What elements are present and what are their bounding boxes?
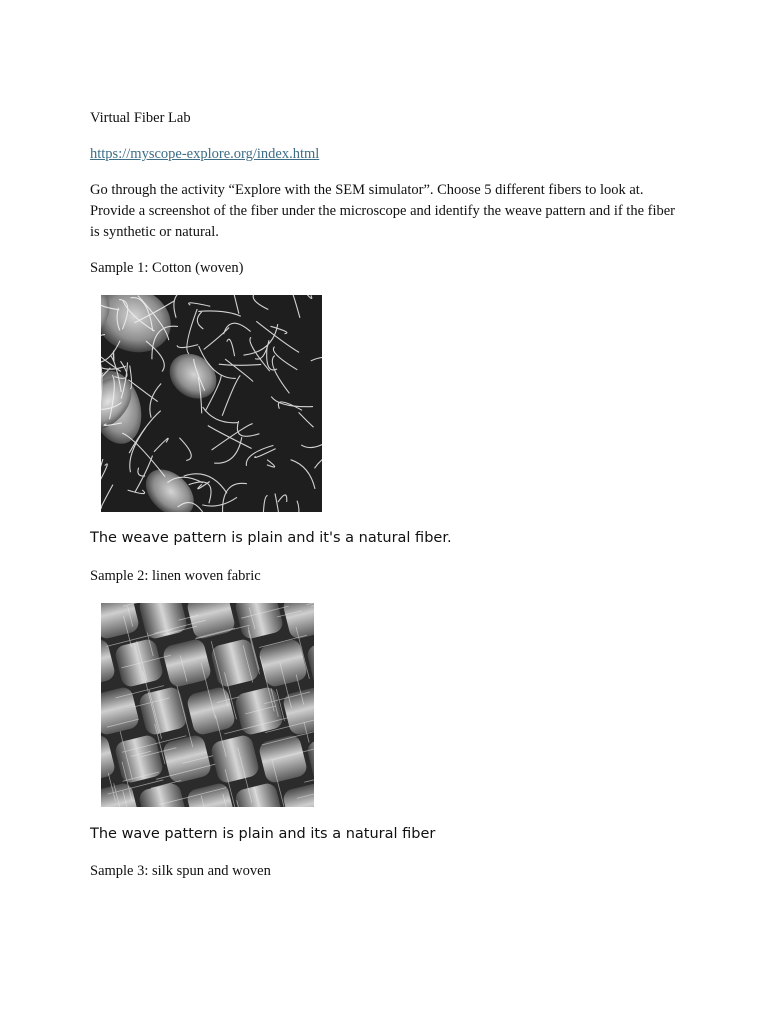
sample-1-answer: The weave pattern is plain and it's a natural fiber. [90, 530, 452, 546]
sample-2-answer: The wave pattern is plain and its a natural fiber [90, 826, 436, 842]
sample-1-heading: Sample 1: Cotton (woven) [90, 260, 244, 276]
sem-cotton-fiber-image [101, 295, 322, 512]
activity-link-line [90, 144, 680, 165]
sample-3-heading: Sample 3: silk spun and woven [90, 863, 271, 879]
activity-link[interactable]: https://myscope-explore.org/index.html [90, 146, 320, 162]
instructions-paragraph: Go through the activity “Explore with the SEM simulator”. Choose 5 different fibers to look at. Provide a screenshot of the fiber under the microscope and identify the weave pattern and if the fiber is synthetic or natural. [90, 182, 676, 240]
sample-2-heading: Sample 2: linen woven fabric [90, 568, 261, 584]
document-title: Virtual Fiber Lab [90, 110, 191, 126]
sem-linen-fabric-image [101, 603, 314, 807]
